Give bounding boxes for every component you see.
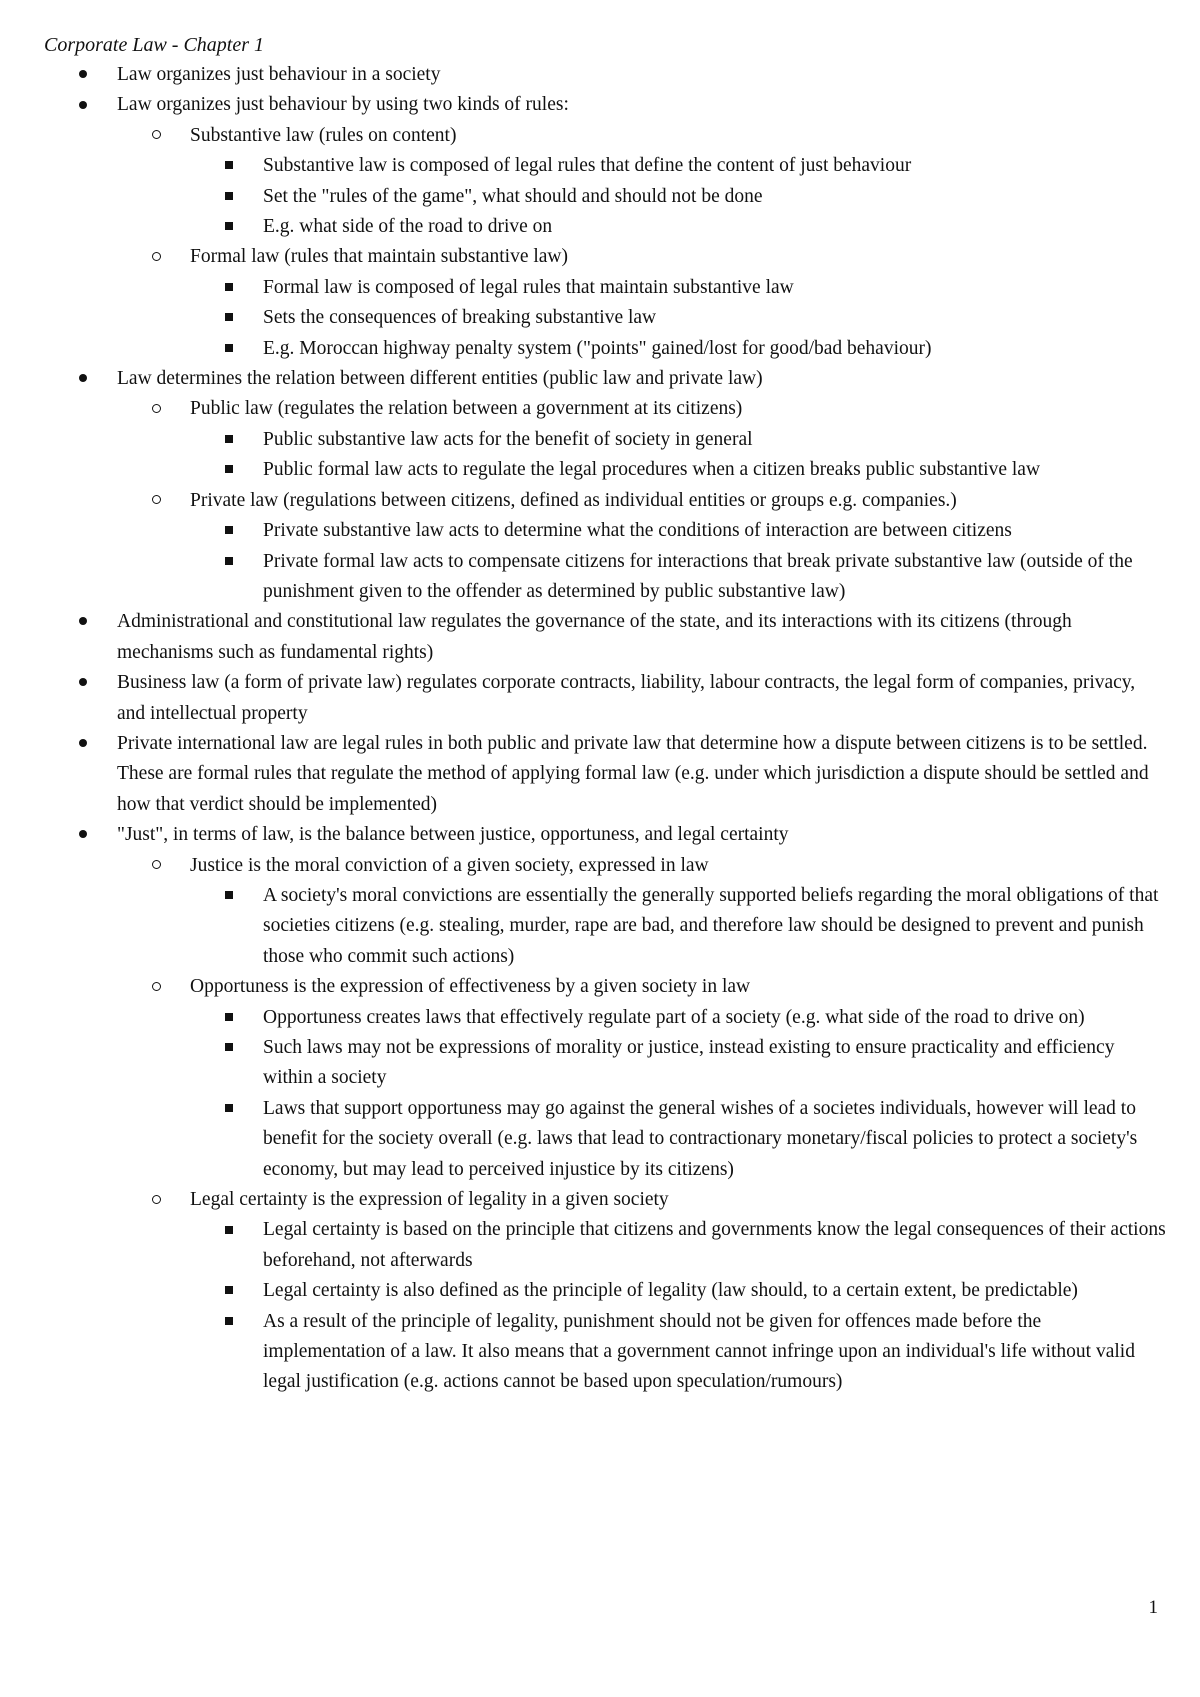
list-item-level-3: [0, 1276, 1166, 1306]
list-item-text: E.g. what side of the road to drive on: [263, 216, 553, 238]
square-bullet-icon: [225, 212, 233, 242]
list-item-text: Law organizes just behaviour by using two kinds of rules:: [117, 94, 569, 116]
list-item-text: Law organizes just behaviour in a society: [117, 64, 441, 85]
list-item-level-2: [0, 851, 1166, 881]
list-item-text: Opportuness creates laws that effectively regulate part of a society (e.g. what side of the road to drive on): [263, 1006, 1085, 1028]
list-item-text: Law determines the relation between different entities (public law and private law): [117, 368, 763, 390]
filled-circle-bullet-icon: [79, 820, 87, 850]
hollow-circle-bullet-icon: [152, 486, 161, 516]
list-item-text: Private formal law acts to compensate citizens for interactions that break private substantive law (outside of the punishment given to the offender as determined by public substantive law): [263, 550, 1133, 602]
square-bullet-icon: [225, 1307, 233, 1337]
square-bullet-icon: [225, 516, 233, 546]
page-number: 1: [1148, 1597, 1158, 1618]
square-bullet-icon: [225, 455, 233, 485]
list-item-level-3: [0, 1094, 1166, 1185]
list-item-text: Legal certainty is based on the principle that citizens and governments know the legal consequences of their actions beforehand, not afterwards: [263, 1219, 1166, 1271]
list-item-level-2: [0, 394, 1166, 424]
square-bullet-icon: [225, 881, 233, 911]
list-item-text: Laws that support opportuness may go against the general wishes of a societes individuals, however will lead to benefit for the society overall (e.g. laws that lead to contractionary monetary/fiscal policies to protect a society's economy, but may lead to perceived injustice by its citizens): [263, 1097, 1138, 1180]
list-item-level-1: [0, 90, 1166, 120]
list-item-level-3: [0, 303, 1166, 333]
list-item-text: "Just", in terms of law, is the balance between justice, opportuness, and legal certainty: [117, 824, 789, 846]
square-bullet-icon: [225, 425, 233, 455]
square-bullet-icon: [225, 1215, 233, 1245]
hollow-circle-bullet-icon: [152, 1185, 161, 1215]
document-title: Corporate Law - Chapter 1: [44, 34, 265, 56]
square-bullet-icon: [225, 1276, 233, 1306]
square-bullet-icon: [225, 334, 233, 364]
list-item-level-3: [0, 1307, 1166, 1398]
hollow-circle-bullet-icon: [152, 972, 161, 1002]
hollow-circle-bullet-icon: [152, 242, 161, 272]
filled-circle-bullet-icon: [79, 607, 87, 637]
square-bullet-icon: [225, 151, 233, 181]
list-item-text: Administrational and constitutional law regulates the governance of the state, and its interactions with its citizens (through mechanisms such as fundamental rights): [117, 611, 1072, 663]
list-item-level-3: [0, 547, 1166, 608]
list-item-text: Business law (a form of private law) regulates corporate contracts, liability, labour contracts, the legal form of companies, privacy, and intellectual property: [117, 672, 1136, 724]
list-item-text: Legal certainty is the expression of legality in a given society: [190, 1189, 669, 1211]
list-item-text: Opportuness is the expression of effectiveness by a given society in law: [190, 976, 751, 998]
filled-circle-bullet-icon: [79, 729, 87, 759]
list-item-text: Private international law are legal rules in both public and private law that determine how a dispute between citizens is to be settled. These are formal rules that regulate the method of applying formal law (e.g. under which jurisdiction a dispute should be settled and how that verdict should be implemented): [117, 732, 1149, 815]
filled-circle-bullet-icon: [79, 668, 87, 698]
list-item-level-3: [0, 334, 1166, 364]
list-item-level-2: [0, 972, 1166, 1002]
outline-list: [0, 60, 1200, 1398]
list-item-level-3: [0, 1003, 1166, 1033]
list-item-level-3: [0, 212, 1166, 242]
list-item-level-1: [0, 60, 1166, 90]
list-item-level-3: [0, 273, 1166, 303]
list-item-text: Substantive law (rules on content): [190, 124, 457, 146]
list-item-text: Public formal law acts to regulate the legal procedures when a citizen breaks public substantive law: [263, 459, 1041, 481]
list-item-level-3: [0, 425, 1166, 455]
list-item-level-1: [0, 729, 1166, 820]
list-item-text: A society's moral convictions are essentially the generally supported beliefs regarding the moral obligations of that societies citizens (e.g. stealing, murder, rape are bad, and therefore law should be designed to prevent and punish those who commit such actions): [263, 884, 1159, 967]
list-item-text: Public substantive law acts for the benefit of society in general: [263, 428, 753, 450]
square-bullet-icon: [225, 547, 233, 577]
square-bullet-icon: [225, 273, 233, 303]
list-item-level-3: [0, 1215, 1166, 1276]
list-item-text: E.g. Moroccan highway penalty system ("points" gained/lost for good/bad behaviour): [263, 337, 932, 359]
square-bullet-icon: [225, 1033, 233, 1063]
list-item-level-1: [0, 364, 1166, 394]
list-item-level-3: [0, 182, 1166, 212]
square-bullet-icon: [225, 182, 233, 212]
list-item-text: Such laws may not be expressions of morality or justice, instead existing to ensure practicality and efficiency within a society: [263, 1037, 1115, 1089]
filled-circle-bullet-icon: [79, 60, 87, 90]
list-item-text: As a result of the principle of legality, punishment should not be given for offences made before the implementation of a law. It also means that a government cannot infringe upon an individual's life without valid legal justification (e.g. actions cannot be based upon speculation/rumours): [263, 1310, 1135, 1393]
list-item-level-3: [0, 881, 1166, 972]
list-item-text: Justice is the moral conviction of a given society, expressed in law: [190, 854, 709, 876]
square-bullet-icon: [225, 1094, 233, 1124]
list-item-level-3: [0, 1033, 1166, 1094]
list-item-text: Private law (regulations between citizens, defined as individual entities or groups e.g. companies.): [190, 489, 957, 511]
list-item-level-2: [0, 486, 1166, 516]
list-item-text: Private substantive law acts to determine what the conditions of interaction are between citizens: [263, 520, 1012, 542]
list-item-level-3: [0, 455, 1166, 485]
list-item-level-3: [0, 516, 1166, 546]
hollow-circle-bullet-icon: [152, 394, 161, 424]
list-item-text: Sets the consequences of breaking substantive law: [263, 307, 657, 329]
filled-circle-bullet-icon: [79, 90, 87, 120]
list-item-level-2: [0, 1185, 1166, 1215]
list-item-level-1: [0, 607, 1166, 668]
list-item-text: Public law (regulates the relation between a government at its citizens): [190, 398, 743, 420]
list-item-level-1: [0, 820, 1166, 850]
list-item-text: Set the "rules of the game", what should and should not be done: [263, 185, 763, 207]
square-bullet-icon: [225, 1003, 233, 1033]
list-item-level-3: [0, 151, 1166, 181]
list-item-level-2: [0, 121, 1166, 151]
hollow-circle-bullet-icon: [152, 121, 161, 151]
filled-circle-bullet-icon: [79, 364, 87, 394]
list-item-text: Formal law is composed of legal rules that maintain substantive law: [263, 276, 794, 298]
list-item-text: Legal certainty is also defined as the principle of legality (law should, to a certain extent, be predictable): [263, 1280, 1078, 1302]
list-item-text: Formal law (rules that maintain substantive law): [190, 246, 568, 268]
list-item-text: Substantive law is composed of legal rules that define the content of just behaviour: [263, 155, 912, 177]
square-bullet-icon: [225, 303, 233, 333]
hollow-circle-bullet-icon: [152, 851, 161, 881]
list-item-level-2: [0, 242, 1166, 272]
list-item-level-1: [0, 668, 1166, 729]
